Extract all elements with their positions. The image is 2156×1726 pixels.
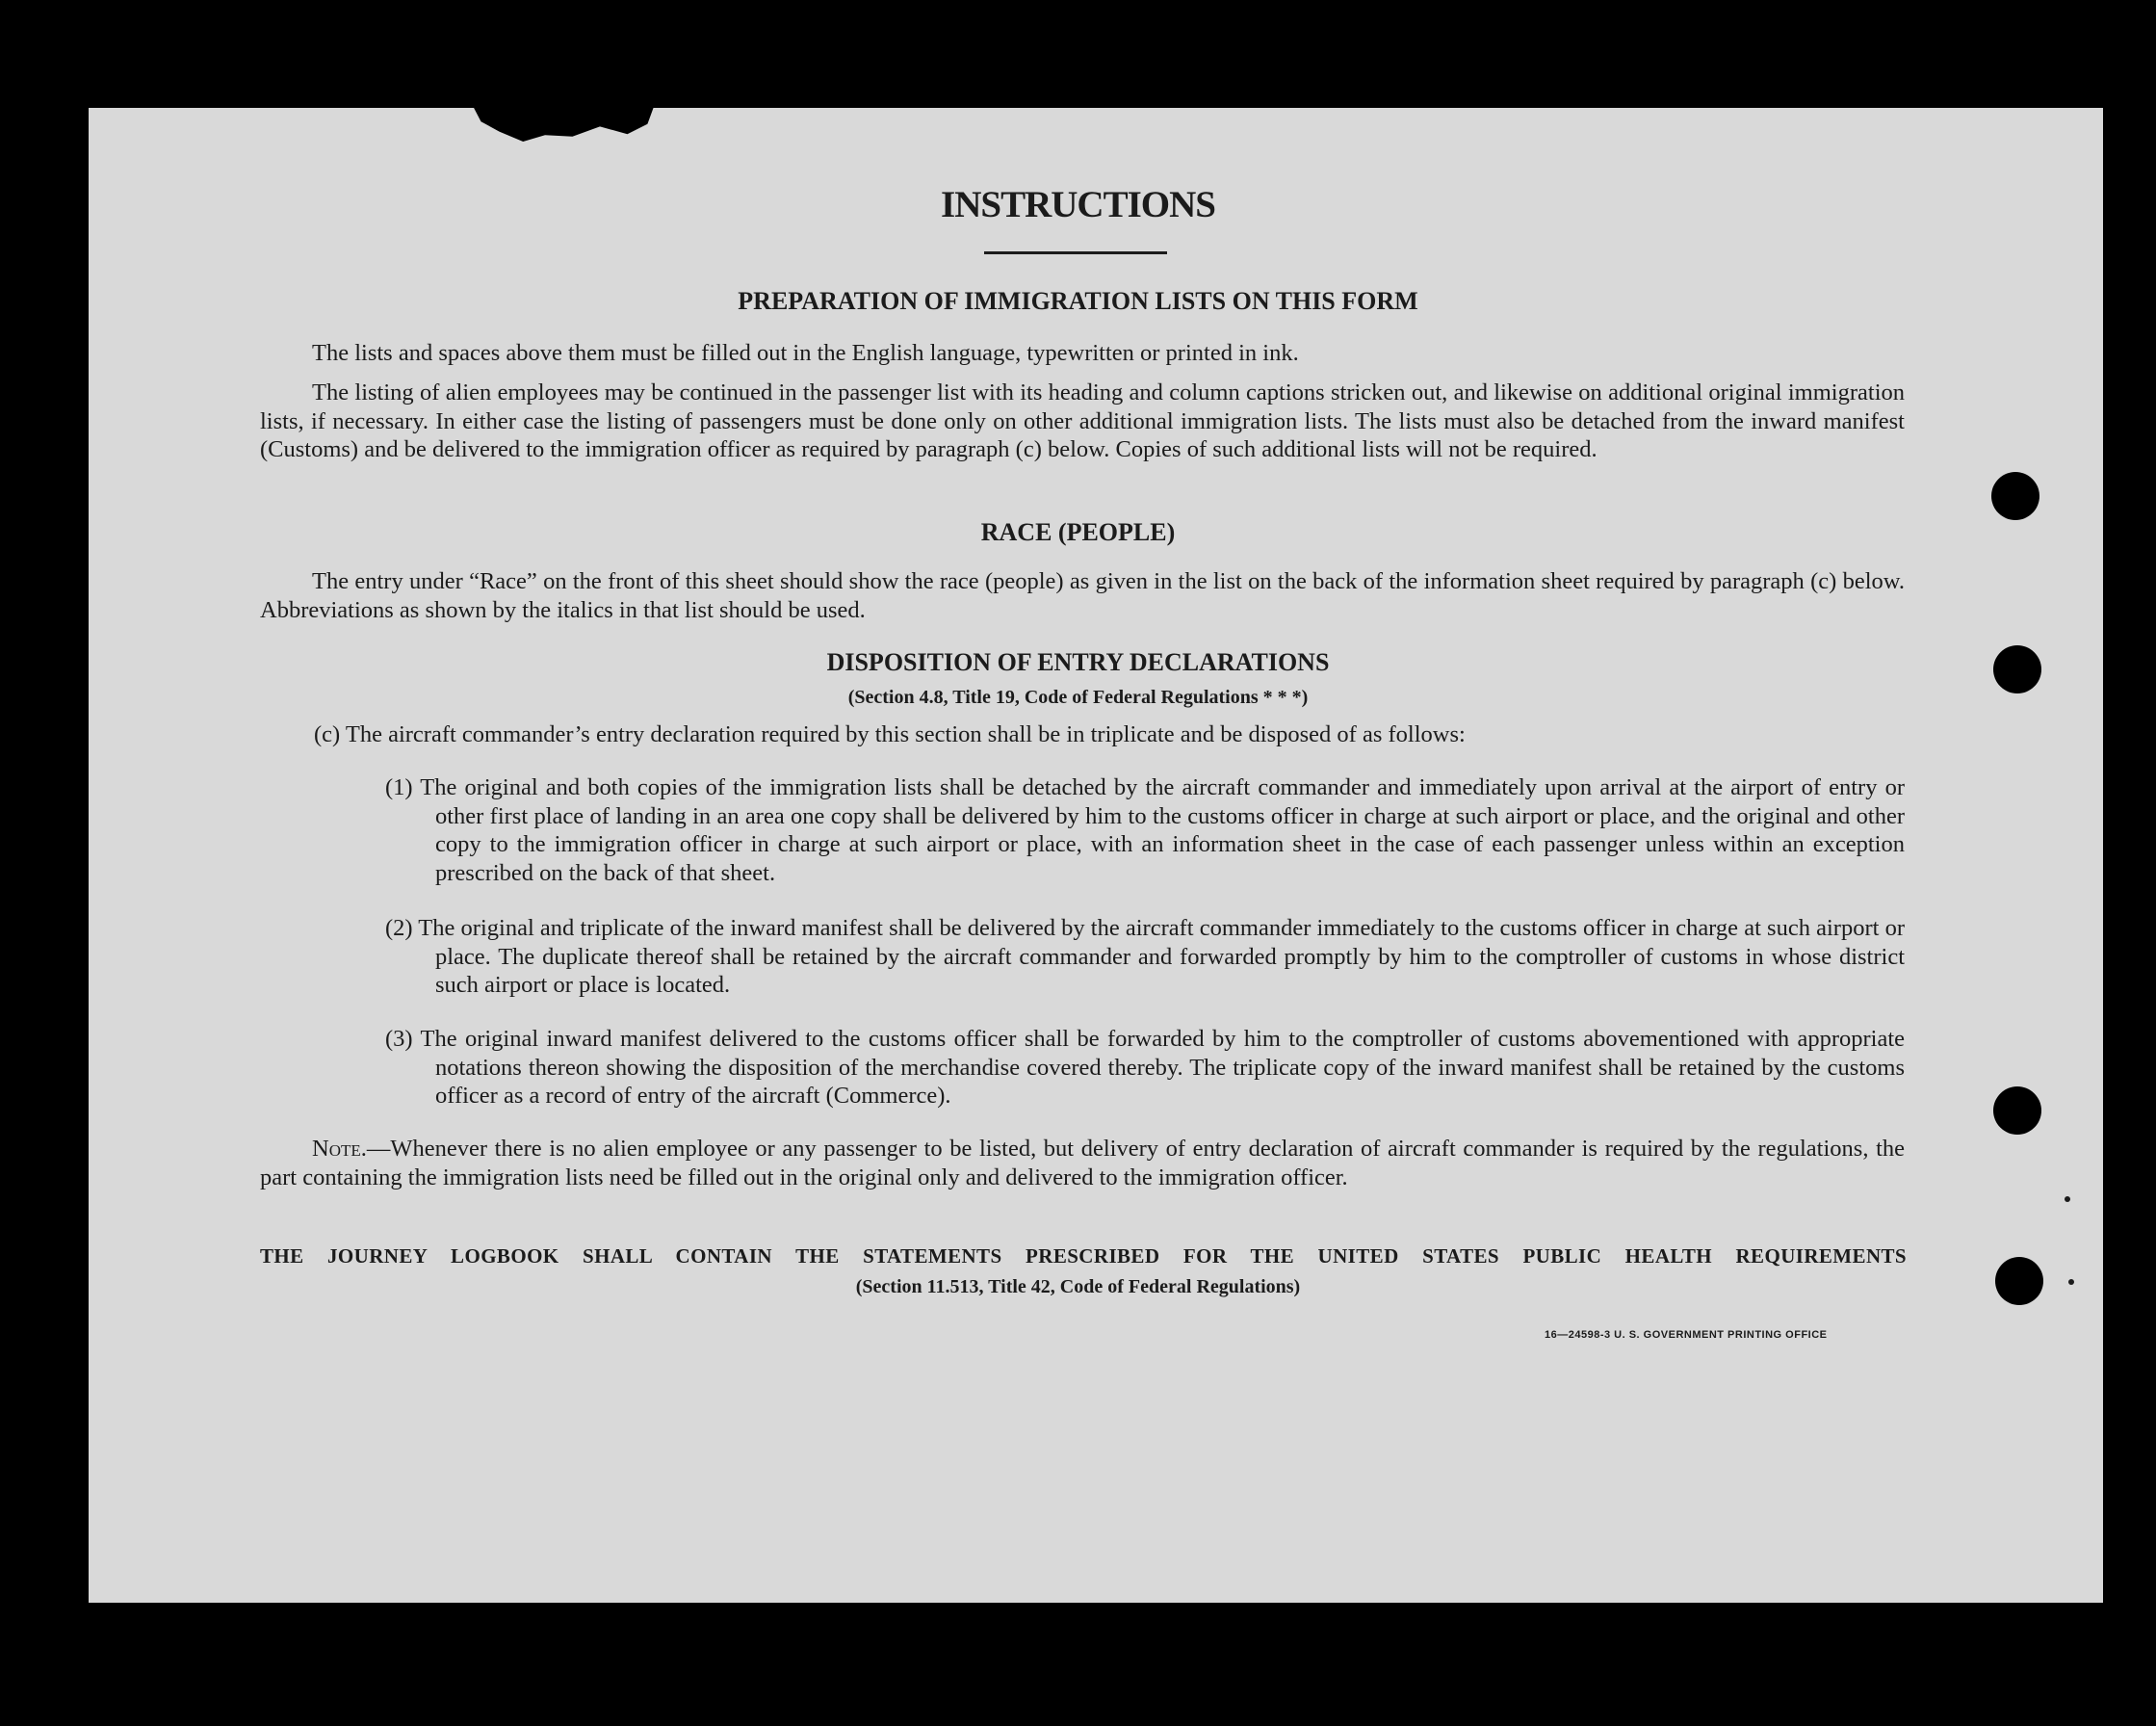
printer-imprint: 16—24598-3 U. S. GOVERNMENT PRINTING OFFICE [1545,1329,1828,1341]
paragraph-c-intro: (c) The aircraft commander’s entry declaration required by this section shall be in triplicate and be disposed of as follows: [314,721,1466,747]
title-rule [984,251,1167,254]
section-heading-race: RACE (PEOPLE) [980,518,1176,546]
list-item-2: (2) The original and triplicate of the inward manifest shall be delivered by the aircraft commander immediately to the customs officer in charge at such airport or place. The duplicate thereof shall be retained by the aircraft commander and forwarded promptly by him to the comptroller of customs in whose district such airport or place is located. [385,915,1905,998]
punch-hole [1991,472,2039,520]
citation-title-42: (Section 11.513, Title 42, Code of Federal Regulations) [855,1276,1301,1297]
paragraph-language: The lists and spaces above them must be filled out in the English language, typewritten or printed in ink. [312,340,1299,366]
paragraph-race: The entry under “Race” on the front of this sheet should show the race (people) as given in the list on the back of the information sheet required by paragraph (c) below. Abbreviations as shown by the italics in that list should be used. [260,568,1905,623]
section-heading-preparation: PREPARATION OF IMMIGRATION LISTS ON THIS FORM [738,287,1418,315]
note-paragraph [260,1135,1905,1191]
speck [2065,1196,2070,1202]
note-text: —Whenever there is no alien employee or any passenger to be listed, but delivery of entry declaration of aircraft commander is required by the regulations, the part containing the immigration lists need be filled out in the original only and delivered to the immigration officer. [260,1136,1905,1190]
citation-title-19: (Section 4.8, Title 19, Code of Federal Regulations * * *) [847,687,1309,708]
list-item-1: (1) The original and both copies of the immigration lists shall be detached by the aircraft commander and immediately upon arrival at the airport of entry or other first place of landing in an area one copy shall be delivered by him to the customs officer in charge at such airport or place, and the original and other copy to the immigration officer in charge at such airport or place, with an information sheet in the case of each passenger unless within an exception prescribed on the back of that sheet. [385,774,1905,886]
section-heading-disposition: DISPOSITION OF ENTRY DECLARATIONS [826,648,1330,676]
public-health-statement: THE JOURNEY LOGBOOK SHALL CONTAIN THE STATEMENTS PRESCRIBED FOR THE UNITED STATES PUBLIC HEALTH REQUIREMENTS [260,1244,1907,1268]
punch-hole [1993,1086,2041,1135]
note-label: Note. [312,1136,367,1162]
page-title: INSTRUCTIONS [941,184,1215,225]
list-item-3: (3) The original inward manifest delivered to the customs officer shall be forwarded by him to the comptroller of customs abovementioned with appropriate notations thereon showing the disposition of the merchandise covered thereby. The triplicate copy of the inward manifest shall be retained by the customs officer as a record of entry of the aircraft (Commerce). [385,1026,1905,1109]
paragraph-alien-employees: The listing of alien employees may be continued in the passenger list with its heading and column captions stricken out, and likewise on additional original immigration lists, if necessary. In either case the listing of passengers must be done only on other additional immigration lists. The lists must also be detached from the inward manifest (Customs) and be delivered to the immigration officer as required by paragraph (c) below. Copies of such additional lists will not be required. [260,379,1905,462]
